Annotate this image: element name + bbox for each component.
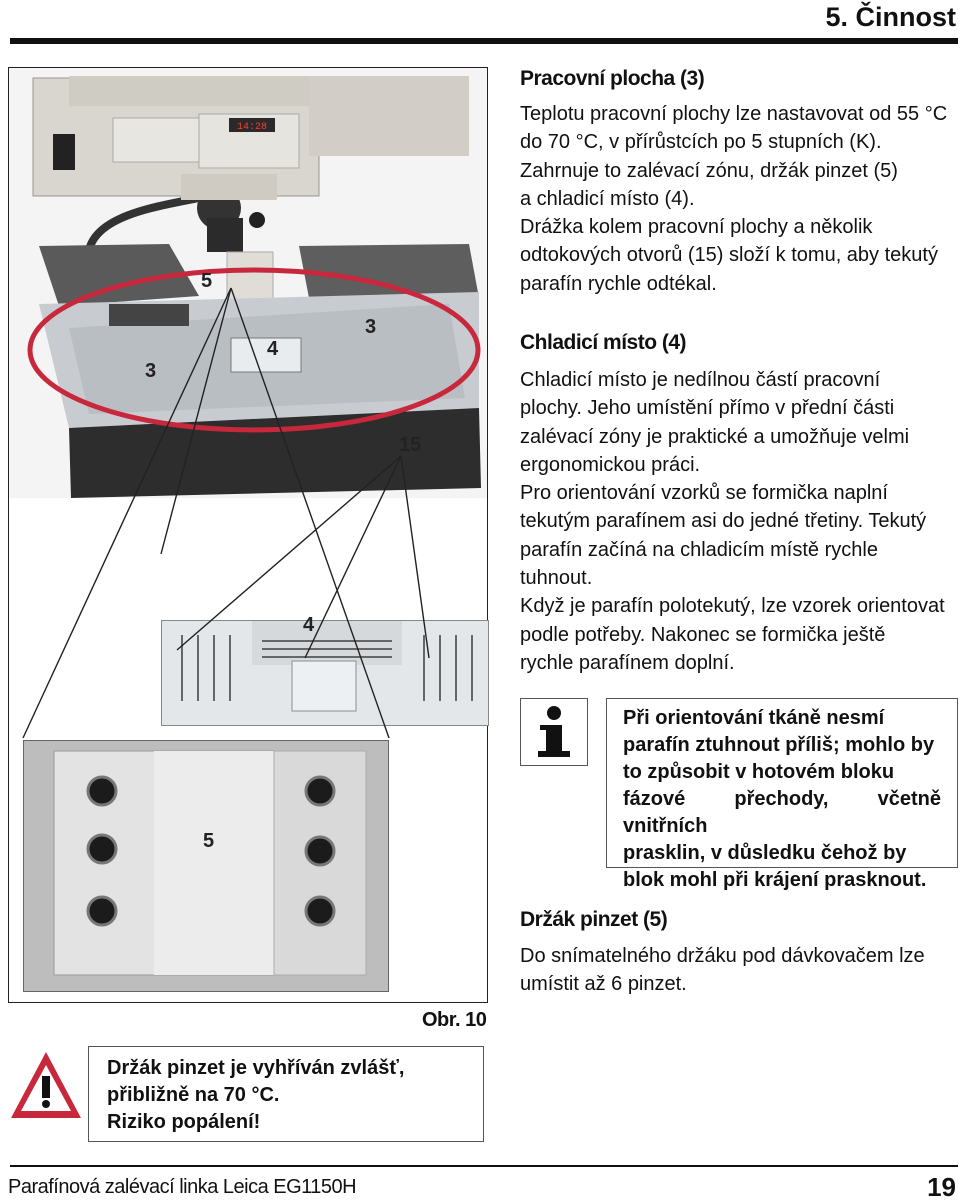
warning-icon <box>8 1048 84 1124</box>
text-line: ergonomickou práci. <box>520 453 701 476</box>
text-line: parafín ztuhnout příliš; mohlo by <box>623 734 935 756</box>
label-drain-holes-15: 15 <box>399 434 422 456</box>
text-line: Chladicí místo je nedílnou částí pracovní <box>520 369 881 391</box>
label-forceps-holder-5: 5 <box>201 270 213 292</box>
text-line: plochy. Jeho umístění přímo v přední části <box>520 397 895 420</box>
info-note-text <box>623 705 941 894</box>
figure-caption: Obr. 10 <box>422 1009 487 1031</box>
text-line: Riziko popálení! <box>107 1111 261 1133</box>
footer-rule <box>10 1165 958 1167</box>
text-line: prasklin, v důsledku čehož by <box>623 842 907 864</box>
text-line: tekutým parafínem asi do jedné třetiny. Tekutý <box>520 510 927 533</box>
heading-cold-spot: Chladicí místo (4) <box>520 331 687 354</box>
text-line: Do snímatelného držáku pod dávkovačem lze <box>520 945 925 967</box>
paragraph-forceps-holder <box>520 942 958 999</box>
text-line: podle potřeby. Nakonec se formička ještě <box>520 623 886 646</box>
warning-note-box <box>88 1046 484 1142</box>
callout-lines <box>9 68 489 1004</box>
paragraph-work-surface <box>520 100 958 298</box>
header-rule <box>10 38 958 44</box>
label-forceps-holder-detail-5: 5 <box>203 830 215 852</box>
info-note-box <box>606 698 958 891</box>
text-line: Teplotu pracovní plochy lze nastavovat od 55 °C <box>520 103 948 125</box>
text-line: Pro orientování vzorků se formička naplní <box>520 482 888 505</box>
text-line: Držák pinzet je vyhříván zvlášť, <box>107 1057 405 1079</box>
text-line: Když je parafín polotekutý, lze vzorek orientovat <box>520 595 945 618</box>
text-line: parafín rychle odtékal. <box>520 272 717 295</box>
page-number: 19 <box>927 1172 956 1202</box>
device-display: 14:28 <box>236 122 268 133</box>
text-line: blok mohl při krájení prasknout. <box>623 869 927 891</box>
label-cold-spot-4: 4 <box>267 338 279 360</box>
footer-product-name: Parafínová zalévací linka Leica EG1150H <box>8 1176 357 1198</box>
heading-work-surface: Pracovní plocha (3) <box>520 67 705 90</box>
text-line: tuhnout. <box>520 567 593 590</box>
text-line: Drážka kolem pracovní plochy a několik <box>520 216 873 239</box>
figure-frame <box>8 67 488 1003</box>
text-line: a chladicí místo (4). <box>520 187 695 210</box>
chapter-title: 5. Činnost <box>825 2 956 32</box>
warning-note-text <box>107 1055 465 1136</box>
text-line: Při orientování tkáně nesmí <box>623 707 885 729</box>
label-work-surface-3-left: 3 <box>145 360 157 382</box>
paragraph-cold-spot <box>520 366 958 677</box>
text-line: Zahrnuje to zalévací zónu, držák pinzet (5) <box>520 159 898 182</box>
heading-forceps-holder: Držák pinzet (5) <box>520 908 668 931</box>
info-icon <box>520 698 588 766</box>
text-line: rychle parafínem doplní. <box>520 651 735 674</box>
text-line: odtokových otvorů (15) složí k tomu, aby tekutý <box>520 244 938 267</box>
text-line: to způsobit v hotovém bloku <box>623 761 895 783</box>
text-line: fázové přechody, včetně vnitřních <box>623 788 941 837</box>
text-line: do 70 °C, v přírůstcích po 5 stupních (K). <box>520 131 882 154</box>
label-cold-spot-detail-4: 4 <box>303 614 315 636</box>
text-line: přibližně na 70 °C. <box>107 1084 280 1106</box>
text-line: zalévací zóny je praktické a umožňuje velmi <box>520 425 910 448</box>
label-work-surface-3-right: 3 <box>365 316 377 338</box>
text-line: parafín začíná na chladicím místě rychle <box>520 538 878 561</box>
text-line: umístit až 6 pinzet. <box>520 973 687 996</box>
